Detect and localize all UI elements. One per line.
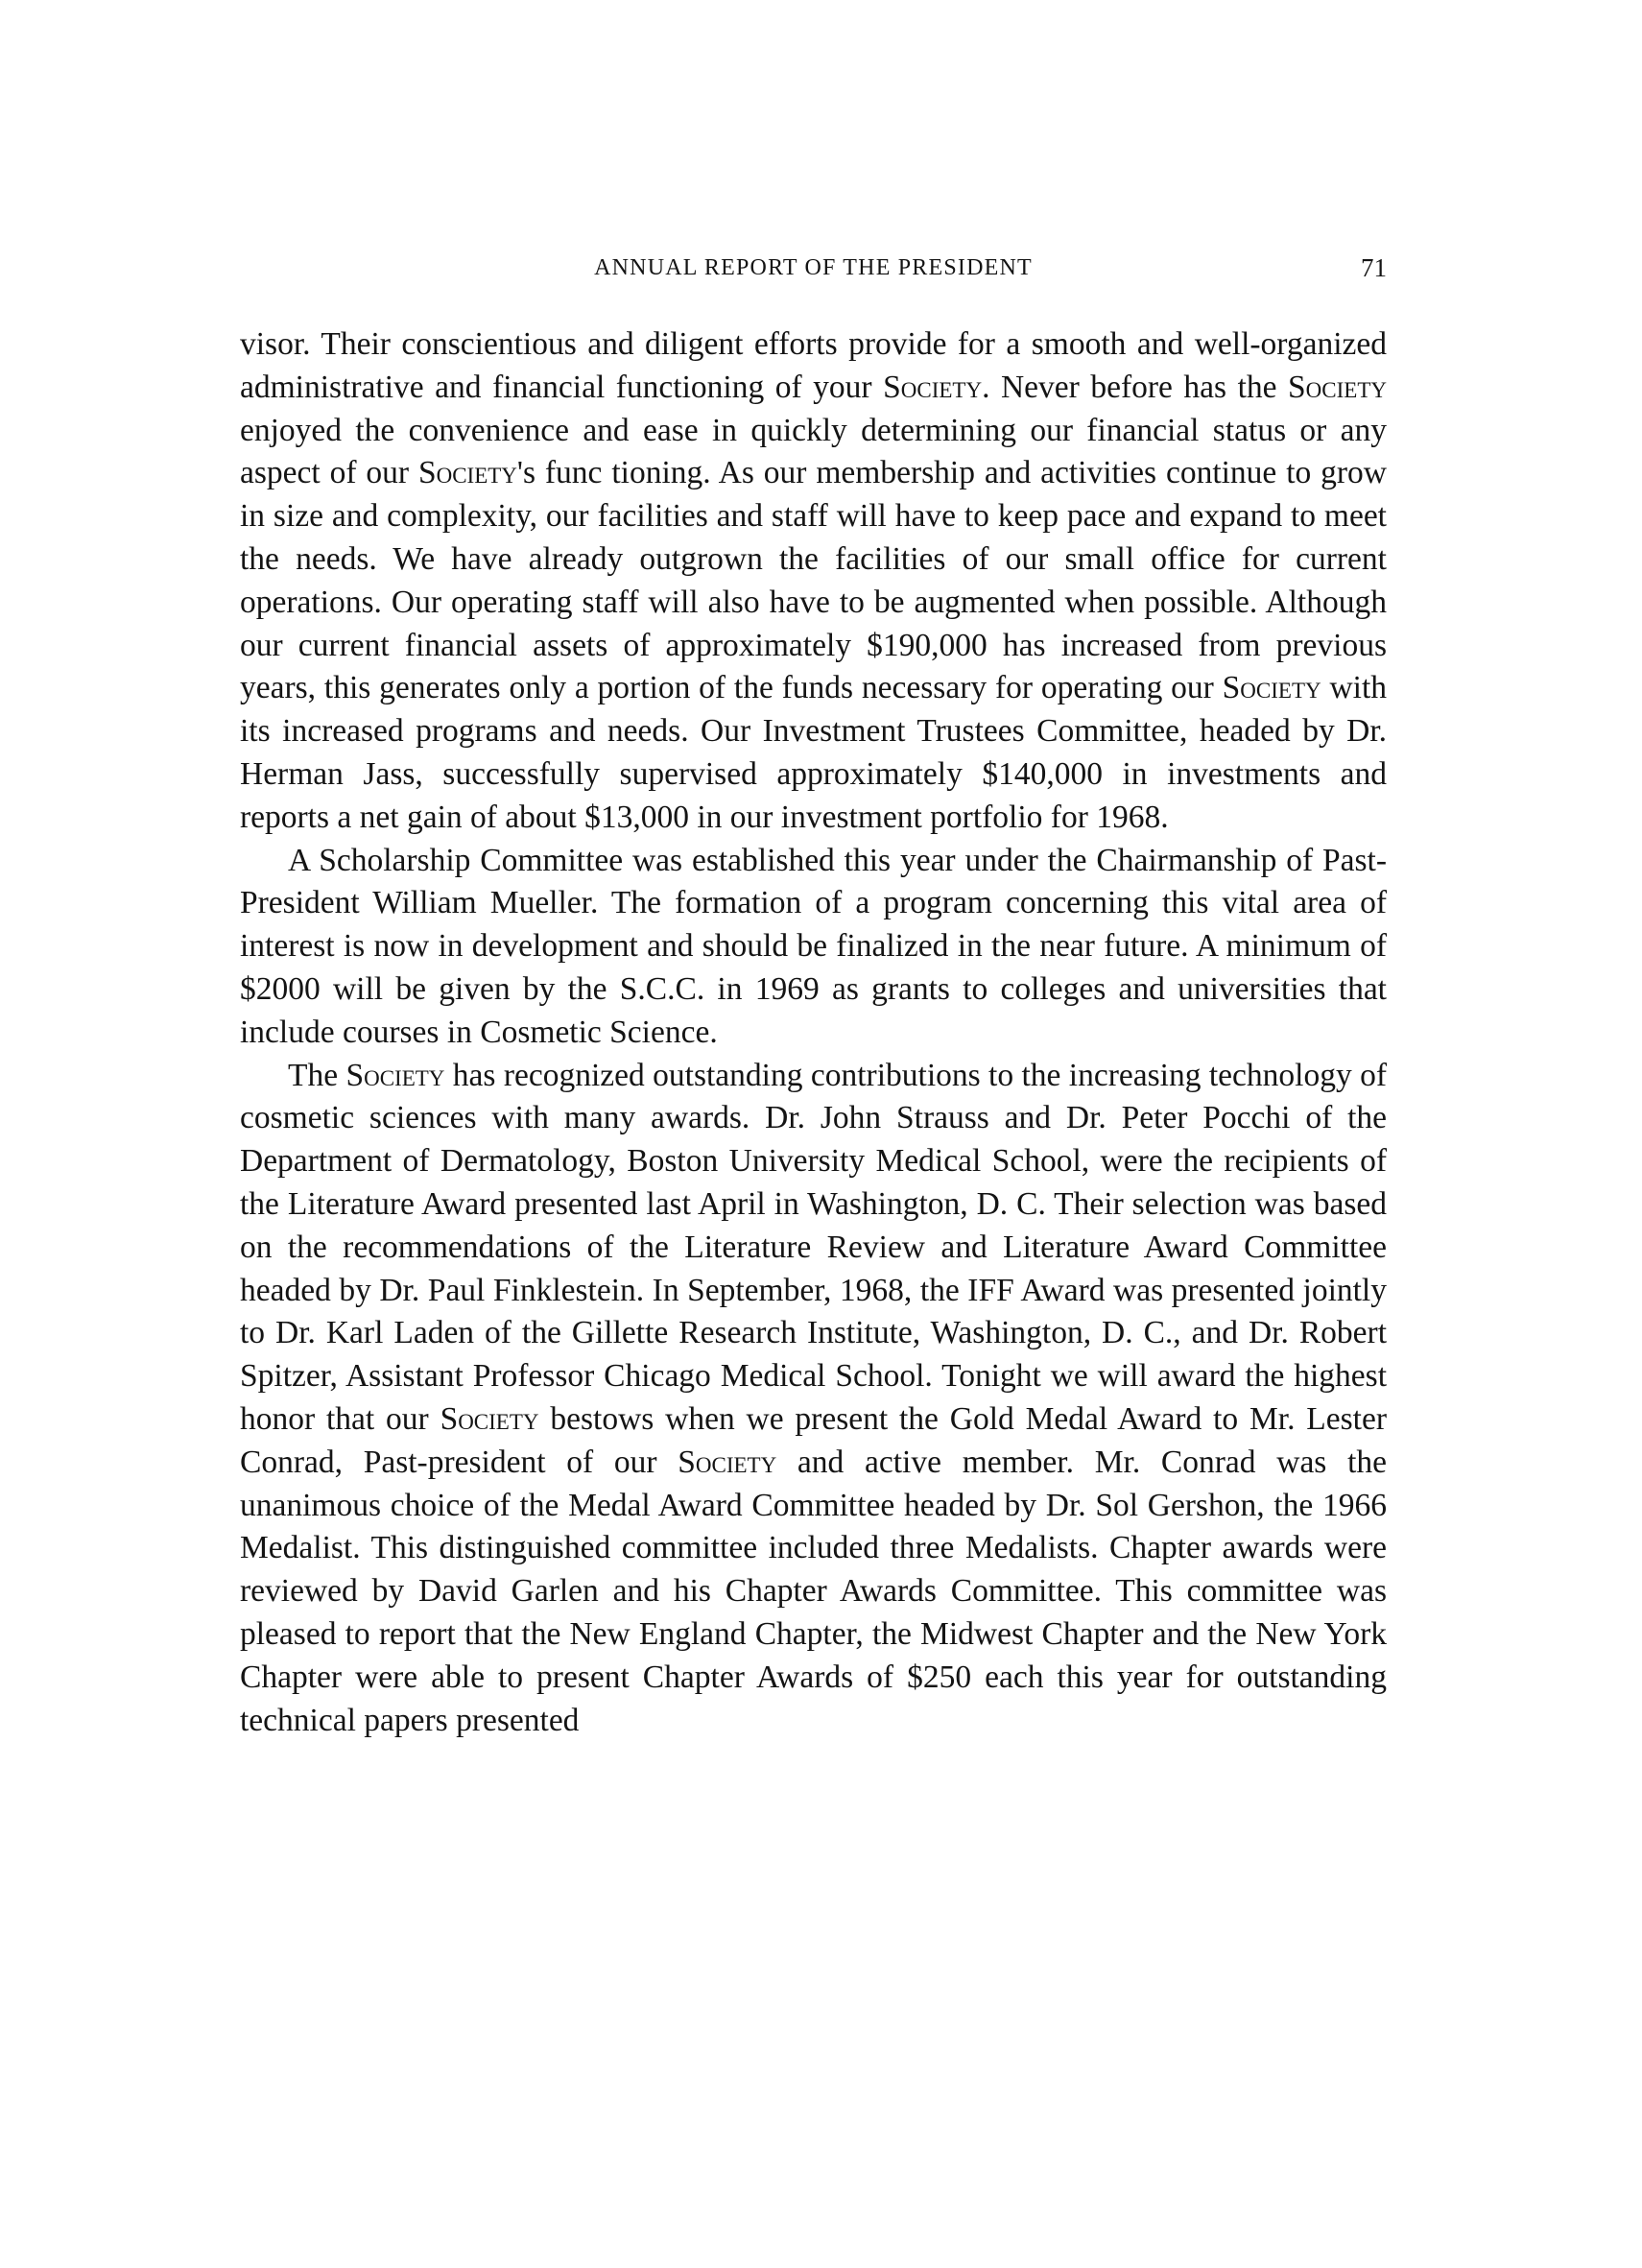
paragraph-awards: The Society has recognized outstanding contributions to the increasing technology of cosmetic sciences with many awards. Dr. John Strauss and Dr. Peter Pocchi of the Department of Dermatology, Boston University Medical School, were the recipients of the Literature Award presented last April in Washington, D. C. Their selection was based on the recommendations of the Literature Review and Literature Award Committee headed by Dr. Paul Finklestein. In September, 1968, the IFF Award was presented jointly to Dr. Karl Laden of the Gillette Research Institute, Washington, D. C., and Dr. Robert Spitzer, Assistant Professor Chicago Medical School. Tonight we will award the highest honor that our Society bestows when we present the Gold Medal Award to Mr. Lester Conrad, Past-president of our Society and active member. Mr. Conrad was the unanimous choice of the Medal Award Committee headed by Dr. Sol Gershon, the 1966 Medalist. This distinguished committee included three Medalists. Chapter awards were reviewed by David Garlen and his Chapter Awards Committee. This committee was pleased to report that the New England Chapter, the Midwest Chapter and the New York Chapter were able to present Chapter Awards of $250 each this year for outstanding technical papers presented [240,1057,1388,1738]
running-head-title: ANNUAL REPORT OF THE PRESIDENT [594,255,1033,280]
society-smallcaps: Society [1222,670,1321,706]
running-head [240,248,1387,286]
page-number: 71 [1361,253,1387,282]
paragraph-financial-status: visor. Their conscientious and diligent efforts provide for a smooth and well-organized administrative and financial functioning of your Society. Never before has the Society enjoyed the convenience and ease in quickly determining our financial status or any aspect of our Society's func tioning. As our membership and activities continue to grow in size and complexity, our facilities and staff will have to keep pace and expand to meet the needs. We have already outgrown the facilities of our small office for current operations. Our operating staff will also have to be augmented when possible. Although our current financial assets of approximately $190,000 has increased from previous years, this generates only a portion of the funds necessary for operating our Society with its increased programs and needs. Our Investment Trustees Committee, headed by Dr. Herman Jass, successfully supervised approximately $140,000 in investments and reports a net gain of about $13,000 in our investment portfolio for 1968. [240,326,1388,835]
paragraph-scholarship-committee: A Scholarship Committee was established this year under the Chairmanship of Past-President William Mueller. The formation of a program concerning this vital area of interest is now in development and should be finalized in the near future. A minimum of $2000 will be given by the S.C.C. in 1969 as grants to colleges and universities that include courses in Cosmetic Science. [240,842,1387,1050]
society-smallcaps: Society [417,455,517,491]
society-smallcaps: Society [678,1444,777,1480]
society-smallcaps: Society [1288,369,1387,405]
society-smallcaps: Society [883,369,983,405]
body-text [240,323,1387,1742]
society-smallcaps: Society [345,1057,445,1093]
society-smallcaps: Society [440,1400,539,1437]
